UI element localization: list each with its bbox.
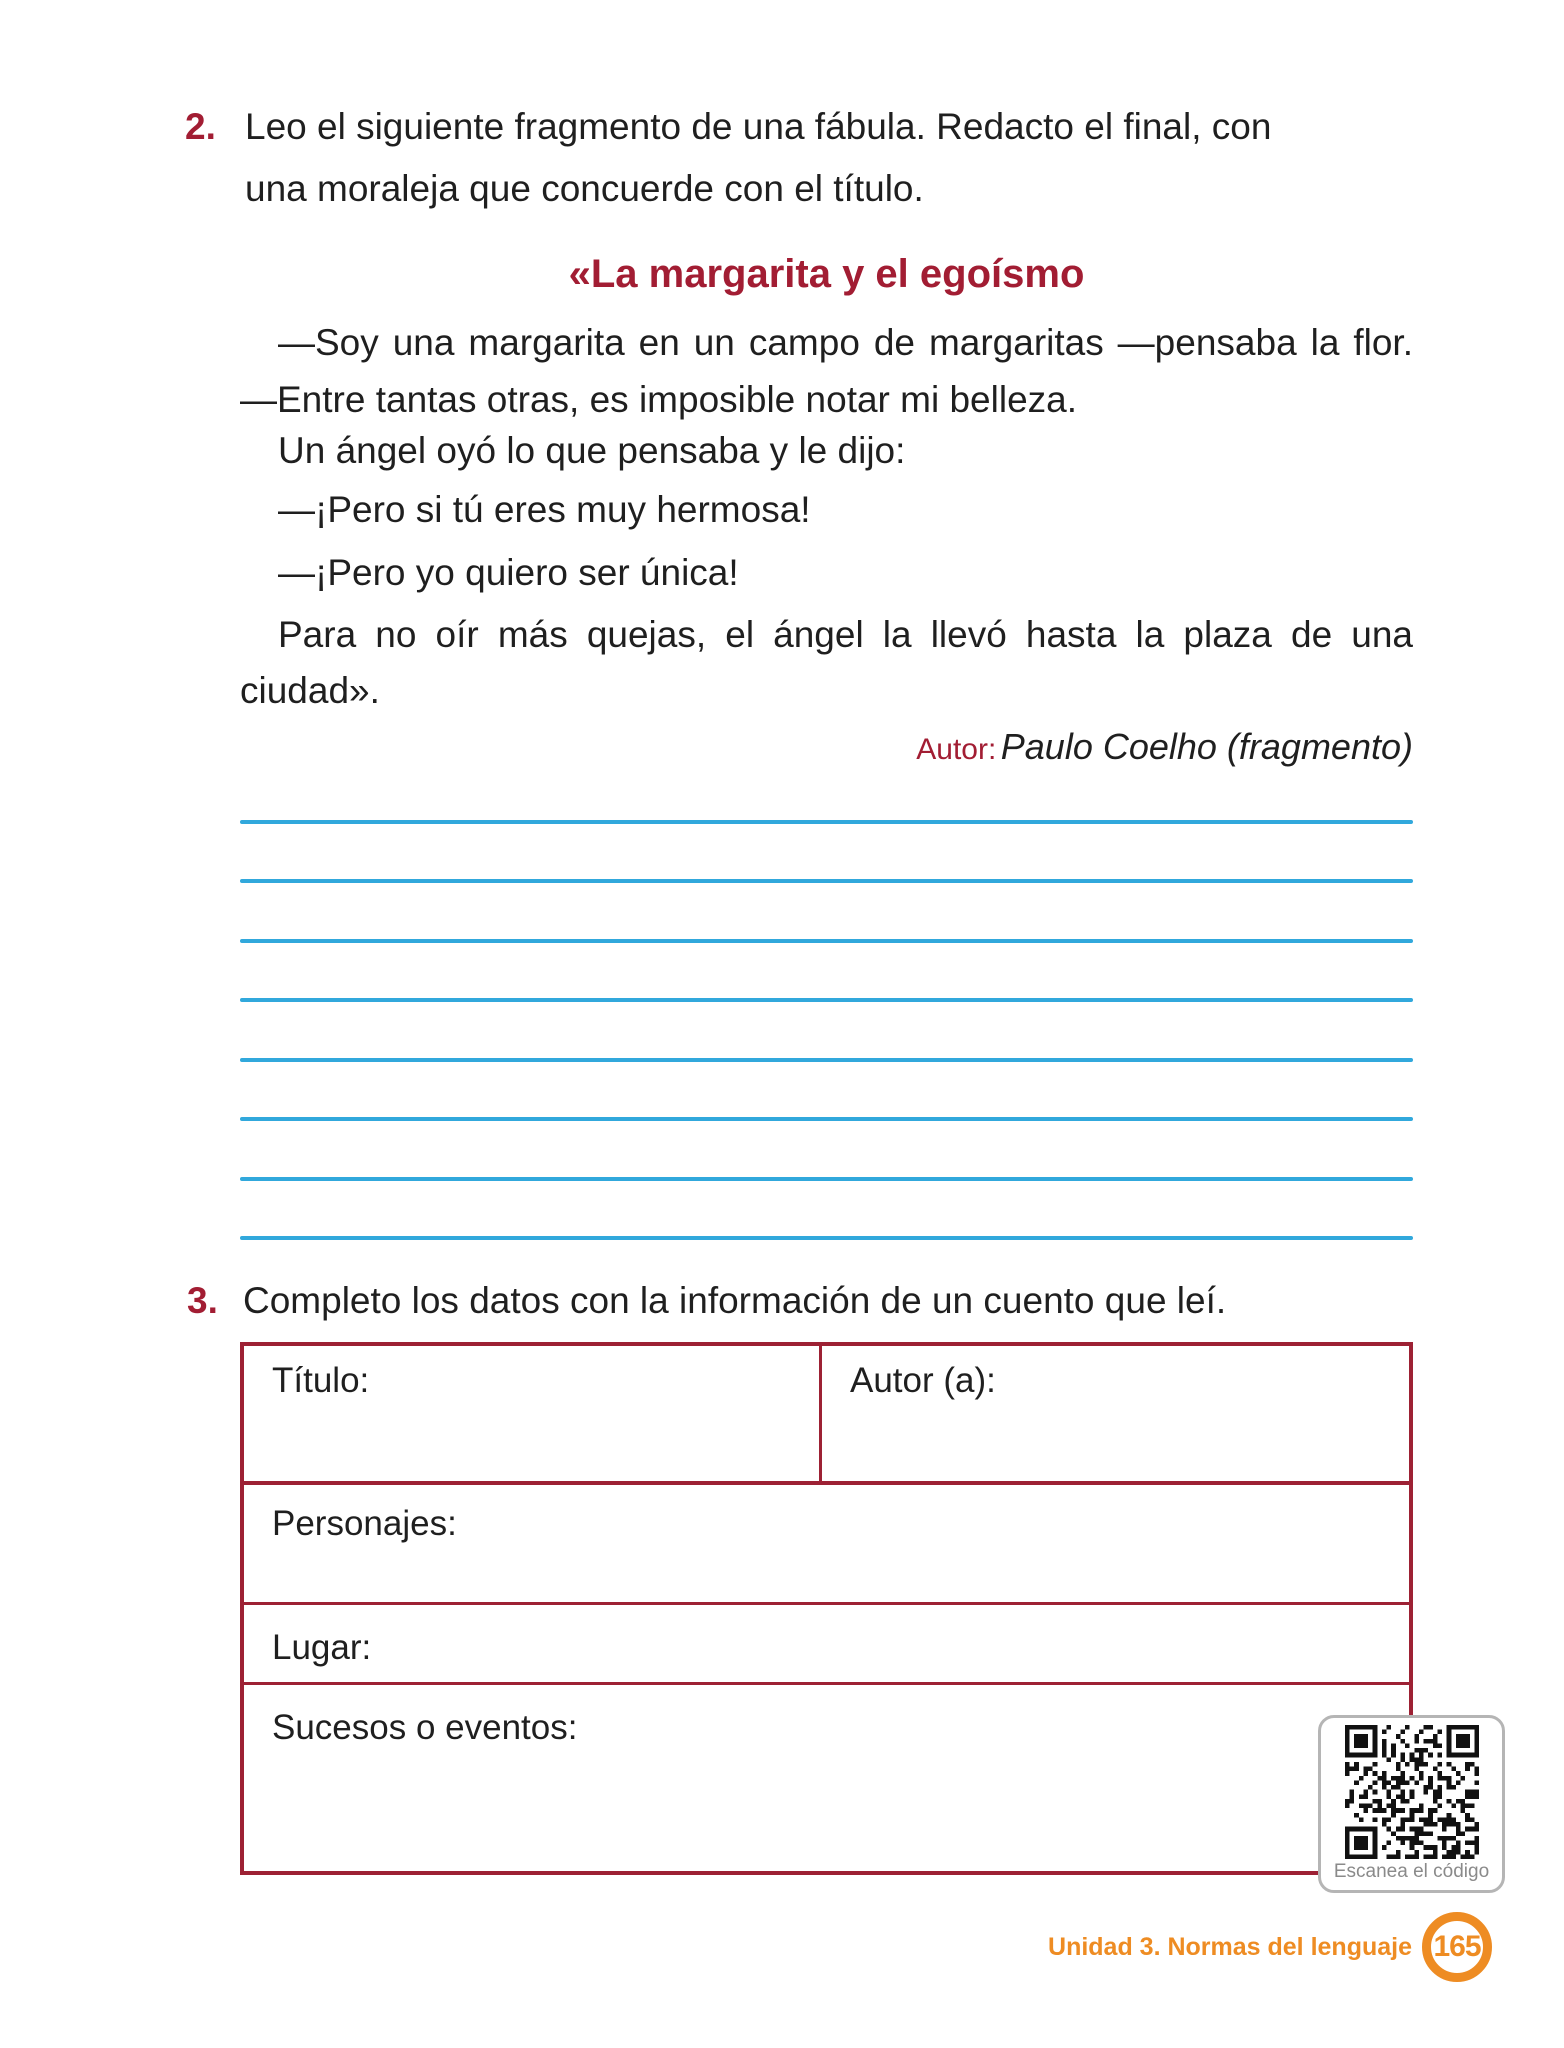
fable-line: ciudad». (240, 670, 380, 711)
answer-line[interactable] (240, 1236, 1413, 1240)
answer-line[interactable] (240, 998, 1413, 1002)
qr-code (1345, 1725, 1479, 1859)
place-field[interactable] (244, 1605, 1409, 1685)
answer-line[interactable] (240, 879, 1413, 883)
answer-line[interactable] (240, 820, 1413, 824)
exercise-3-number: 3. (187, 1280, 218, 1321)
exercise-2-instruction (245, 96, 1425, 220)
footer-unit-label: Unidad 3. Normas del lenguaje (1048, 1933, 1412, 1961)
table-row-title-author (244, 1346, 1409, 1485)
fable-line: Para no oír más quejas, el ángel la llevó hasta la plaza de una (278, 614, 1413, 655)
author-field[interactable] (822, 1346, 1409, 1481)
fable-title: «La margarita y el egoísmo (568, 252, 1085, 296)
author-name: Paulo Coelho (fragmento) (1000, 726, 1413, 767)
fable-line: Un ángel oyó lo que pensaba y le dijo: (278, 430, 906, 471)
answer-line[interactable] (240, 1177, 1413, 1181)
characters-field[interactable] (244, 1485, 1409, 1605)
title-field[interactable] (244, 1346, 822, 1481)
fable-line: —¡Pero yo quiero ser única! (278, 552, 739, 593)
place-field-label: Lugar: (272, 1628, 372, 1667)
events-field-label: Sucesos o eventos: (272, 1708, 578, 1747)
author-label: Autor: (916, 733, 997, 766)
exercise-3-instruction: Completo los datos con la información de un cuento que leí. (243, 1280, 1227, 1321)
page-number-badge: 165 (1422, 1912, 1492, 1982)
events-field[interactable] (244, 1685, 1409, 1864)
fable-line: —Entre tantas otras, es imposible notar mi belleza. (240, 379, 1077, 420)
fable-line: —Soy una margarita en un campo de margaritas —pensaba la flor. (278, 322, 1413, 363)
answer-line[interactable] (240, 939, 1413, 943)
exercise-2-instruction-line-2: una moraleja que concuerde con el título. (245, 168, 924, 209)
qr-caption: Escanea el código (1333, 1861, 1490, 1882)
story-data-table (240, 1342, 1413, 1875)
title-field-label: Título: (272, 1361, 370, 1400)
exercise-2-number: 2. (185, 106, 216, 147)
fable-line: —¡Pero si tú eres muy hermosa! (278, 489, 811, 530)
exercise-2-instruction-line-1: Leo el siguiente fragmento de una fábula. Redacto el final, con (245, 106, 1272, 147)
qr-code-box (1318, 1715, 1505, 1893)
author-credit (240, 724, 1413, 778)
answer-line[interactable] (240, 1117, 1413, 1121)
author-field-label: Autor (a): (850, 1361, 996, 1400)
characters-field-label: Personajes: (272, 1504, 457, 1543)
answer-line[interactable] (240, 1058, 1413, 1062)
